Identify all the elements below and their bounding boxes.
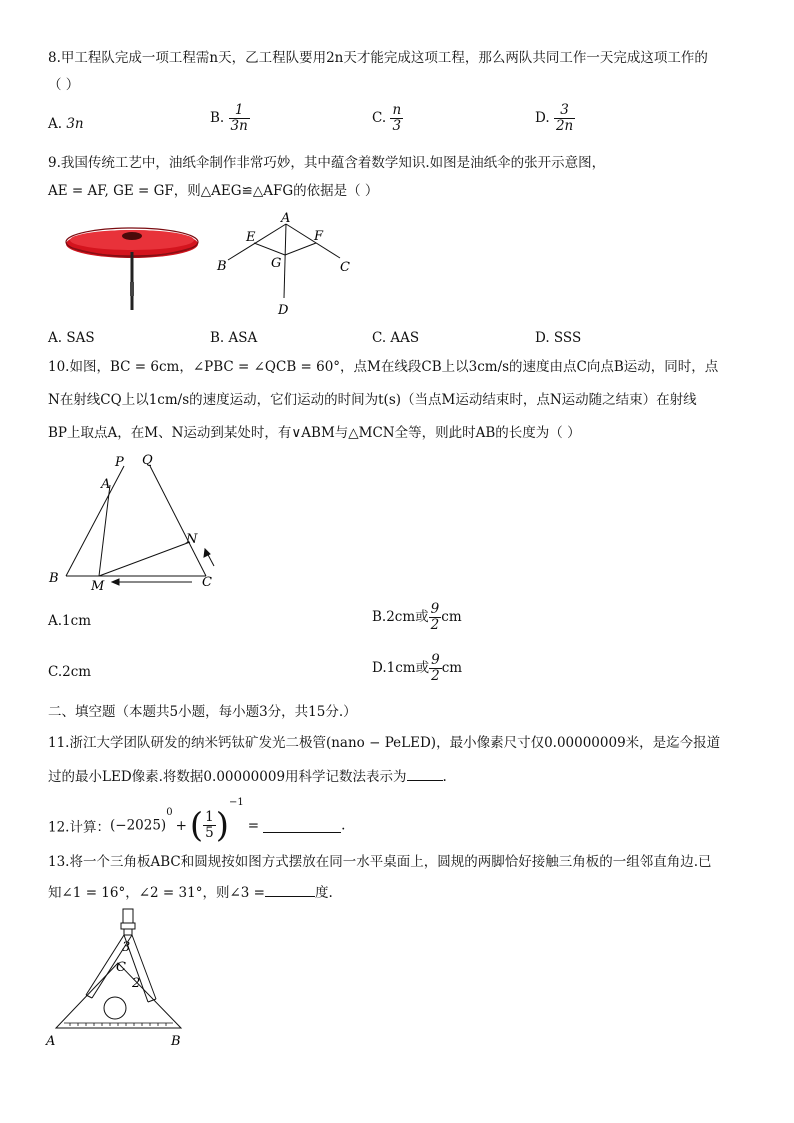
q10-option-d-num: 9 [431,652,440,668]
q8-option-c-num: n [392,102,402,118]
q8-line2: （ ） [48,77,80,93]
q8-option-a[interactable] [48,116,84,132]
q8-option-d-prefix: D. [535,110,554,126]
q13-label-A: A [46,1034,56,1049]
q11-answer-blank[interactable] [407,766,443,781]
q8-option-a-value: 3n [66,116,84,132]
q10-option-c[interactable]: C.2cm [48,664,92,680]
q12-exp1: −1 [229,797,244,808]
q10-option-b-prefix: B.2cm或 [372,609,429,625]
q8-option-d[interactable] [535,103,575,134]
q12-eq: = [247,817,260,834]
q9-option-b[interactable]: B. ASA [210,330,258,346]
q9-label-B: B [217,259,227,274]
q8-option-d-num: 3 [554,103,575,119]
q10-label-M: M [91,579,105,594]
q8-option-c-prefix: C. [372,110,391,126]
q9-option-d[interactable]: D. SSS [535,330,582,346]
q9-label-D: D [278,303,289,318]
q9-line1: 9.我国传统工艺中，油纸伞制作非常巧妙，其中蕴含着数学知识.如图是油纸伞的张开示意图， [48,155,606,171]
q8-option-a-prefix: A. [48,116,67,132]
q13-answer-blank[interactable] [265,882,315,897]
q8-option-b-den: 3n [230,118,248,134]
q9-diagram [215,210,365,320]
q8-option-c-den: 3 [392,118,402,134]
q10-label-B: B [49,571,59,586]
q12-frac-den: 5 [205,825,214,841]
q9-option-a[interactable]: A. SAS [48,330,95,346]
q10-line1: 10.如图，BC = 6cm，∠PBC = ∠QCB = 60°，点M在线段CB上以3cm/s的速度由点C向点B运动，同时，点 [48,359,719,375]
q9-label-E: E [246,230,256,245]
q10-option-b[interactable] [372,602,462,633]
q8-option-b-num: 1 [229,103,250,119]
q12-plus: + [175,817,187,834]
q10-label-A: A [101,477,111,492]
q13-line2 [48,882,333,902]
q10-label-P: P [115,455,124,470]
q10-option-a[interactable]: A.1cm [48,613,91,629]
q8-line1: 8.甲工程队完成一项工程需n天，乙工程队要用2n天才能完成这项工程，那么两队共同工作一天完成这项工作的 [48,50,708,66]
q10-option-b-num: 9 [430,601,440,617]
q8-option-d-den: 2n [555,118,574,134]
q11-line1: 11.浙江大学团队研发的纳米钙钛矿发光二极管(nano − PeLED)，最小像素尺寸仅0.00000009米，是迄今报道 [48,735,721,751]
q8-option-b-prefix: B. [210,110,229,126]
section-title: 二、填空题（本题共5小题，每小题3分，共15分.） [48,704,357,720]
q10-line2: N在射线CQ上以1cm/s的速度运动，它们运动的时间为t(s)（当点M运动结束时，点N运动随之结束）在射线 [48,392,697,408]
q9-option-c[interactable]: C. AAS [372,330,420,346]
q13-label-C: C [116,960,126,975]
q13-label-B: B [171,1034,181,1049]
q9-line2: AE = AF, GE = GF，则△AEG≌△AFG的依据是（ ） [48,183,379,199]
q13-diagram [44,905,194,1050]
q12-answer-blank[interactable] [263,818,341,833]
umbrella-image [62,222,202,314]
q13-line1: 13.将一个三角板ABC和圆规按如图方式摆放在同一水平桌面上，圆规的两脚恰好接触三角板的一组邻直角边.已 [48,854,712,870]
q9-label-A: A [281,211,291,226]
q8-option-b[interactable] [210,103,250,134]
q10-line3: BP上取点A，在M、N运动到某处时，有∨ABM与△MCN全等，则此时AB的长度为（ ） [48,425,581,441]
q13-line2-end: 度. [314,885,333,901]
q10-option-b-suffix: cm [441,609,462,625]
q13-label-3: 3 [122,940,131,955]
q10-label-Q: Q [142,453,153,468]
q12-end: . [341,817,346,834]
q11-line2-end: . [442,769,447,785]
q11-line2 [48,766,447,786]
q10-diagram [44,450,224,595]
q10-option-d-den: 2 [431,668,440,684]
q10-option-d[interactable] [372,653,462,684]
q12-base: (−2025) [109,817,167,834]
q10-option-b-den: 2 [430,617,440,633]
q12-frac-num: 1 [205,809,214,825]
q8-option-c[interactable] [372,103,403,134]
q12-prefix: 12.计算： [48,819,110,836]
q10-label-C: C [202,575,212,590]
q10-option-d-prefix: D.1cm或 [372,660,430,676]
q13-label-2: 2 [132,976,141,991]
q13-line2-text: 知∠1 = 16°，∠2 = 31°，则∠3 = [48,885,265,901]
q9-label-F: F [314,229,324,244]
q12-expression: 12.计算：$(-2025)^0+$( $\frac{1}{5}$ )$^{-1}$= . [48,797,346,846]
q9-label-G: G [271,256,282,271]
q10-option-d-suffix: cm [441,660,463,676]
q9-label-C: C [340,260,350,275]
q10-label-N: N [186,532,198,547]
q12-exp0: 0 [166,807,173,818]
q11-line2-text: 过的最小LED像素.将数据0.00000009用科学记数法表示为 [48,769,407,785]
